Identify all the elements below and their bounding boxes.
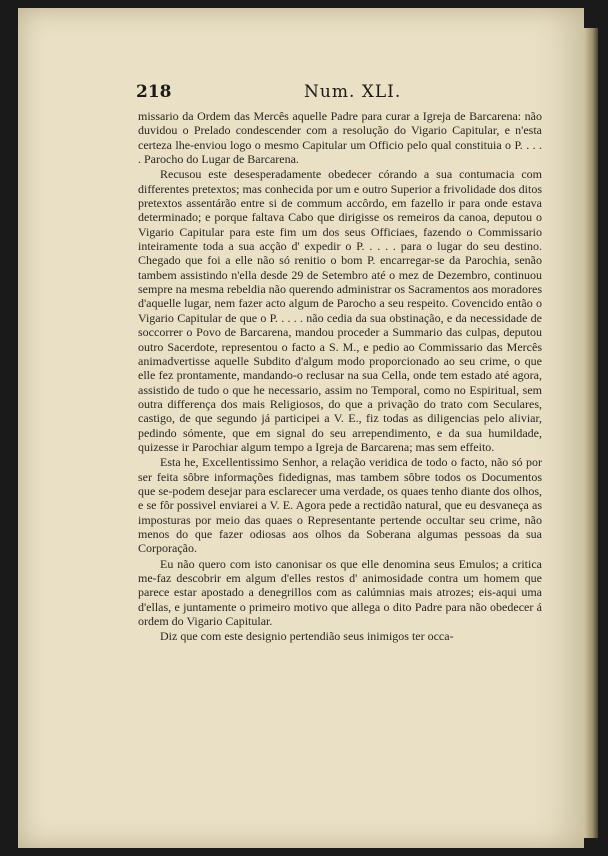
paragraph: Eu não quero com isto canonisar os que elle denomina seus Emulos; a critica me-faz descobrir em algum d'elles restos d' animosidade contra um homem que parece estar apostado a denegrillos com as calúmnias mais atrozes; eis-aqui uma d'ellas, e juntamente o primeiro motivo que allega o dito Padre para não obedecer á ordem do Vigario Capitular. — [138, 556, 542, 629]
paragraph-continuation: missario da Ordem das Mercês aquelle Padre para curar a Igreja de Barcarena: não duvidou o Prelado condescender com a resolução do Vigario Capitular, e n'esta certeza lhe-enviou logo o mesmo Capitular um Officio pelo qual constituia o P. . . . . Parocho do Lugar de Barcarena. — [138, 109, 542, 167]
paragraph: Recusou este desesperadamente obedecer córando a sua contumacia com differentes pretextos; mas conhecida por um e outro Superior a frivolidade dos ditos pretextos assentárão entre si de commum accôrdo, em fazello ir para onde estava determinado; e porque faltava Cabo que dirigisse os remeiros da canoa, deputou o Vigario Capitular para este fim um dos seus Officiaes, fazendo o Commissario inteiramente toda a sua acção d' expedir o P. . . . . para o lugar do seu destino. Chegado que foi a elle não só renitio o bom P. encarregar-se da Parochia, senão tambem assistindo n'ella desde 29 de Setembro até o mez de Dezembro, continuou sempre na mesma rebeldia não querendo administrar os Sacramentos aos moradores d'aquelle lugar, nem fazer acto algum de Parocho a seu respeito. Covencido então o Vigario Capitular de que o P. . . . . não cedia da sua obstinação, e da necessidade de soccorrer o Povo de Barcarena, mandou proceder a Summario das culpas, deputou outro Sacerdote, representou o facto a S. M., e pedio ao Commissario das Mercês animadvertisse aquelle Subdito d'algum modo proporcionado ao seu crime, o que elle fez prontamente, mandando-o reclusar na sua Cella, onde tem estado até agora, assistido de tudo o que he necessario, assim no Temporal, como no Espiritual, sem outra differença dos mais Religiosos, do que a privação do trato com Seculares, castigo, de que segundo já participei a V. E., fiz todas as diligencias pelo aliviar, pedindo sómente, que em signal do seu arrependimento, e da sua humildade, quizesse ir Parochiar algum tempo a Igreja de Barcarena; mas sem effeito. — [138, 167, 542, 454]
paragraph: Esta he, Excellentissimo Senhor, a relação veridica de todo o facto, não só por ser feita sôbre informações fidedignas, mas tambem sôbre todos os Documentos que se-podem desejar para esclarecer uma verdade, os quaes tenho diante dos olhos, e se fôr possivel enviarei a V. E. Agora pede a rectidão natural, que eu desvaneça as imposturas por meio das quaes o Representante pertende occultar seu crime, não menos do que fazer odiosas aos olhos da Soberana algumas pessoas da sua Corporação. — [138, 455, 542, 556]
page-edge — [584, 28, 598, 838]
page-number: 218 — [136, 82, 172, 102]
paragraph: Diz que com este designio pertendião seus inimigos ter occa- — [160, 629, 454, 644]
page-header — [136, 82, 546, 104]
running-head: Num. XLI. — [304, 82, 402, 102]
body-text — [138, 109, 542, 841]
